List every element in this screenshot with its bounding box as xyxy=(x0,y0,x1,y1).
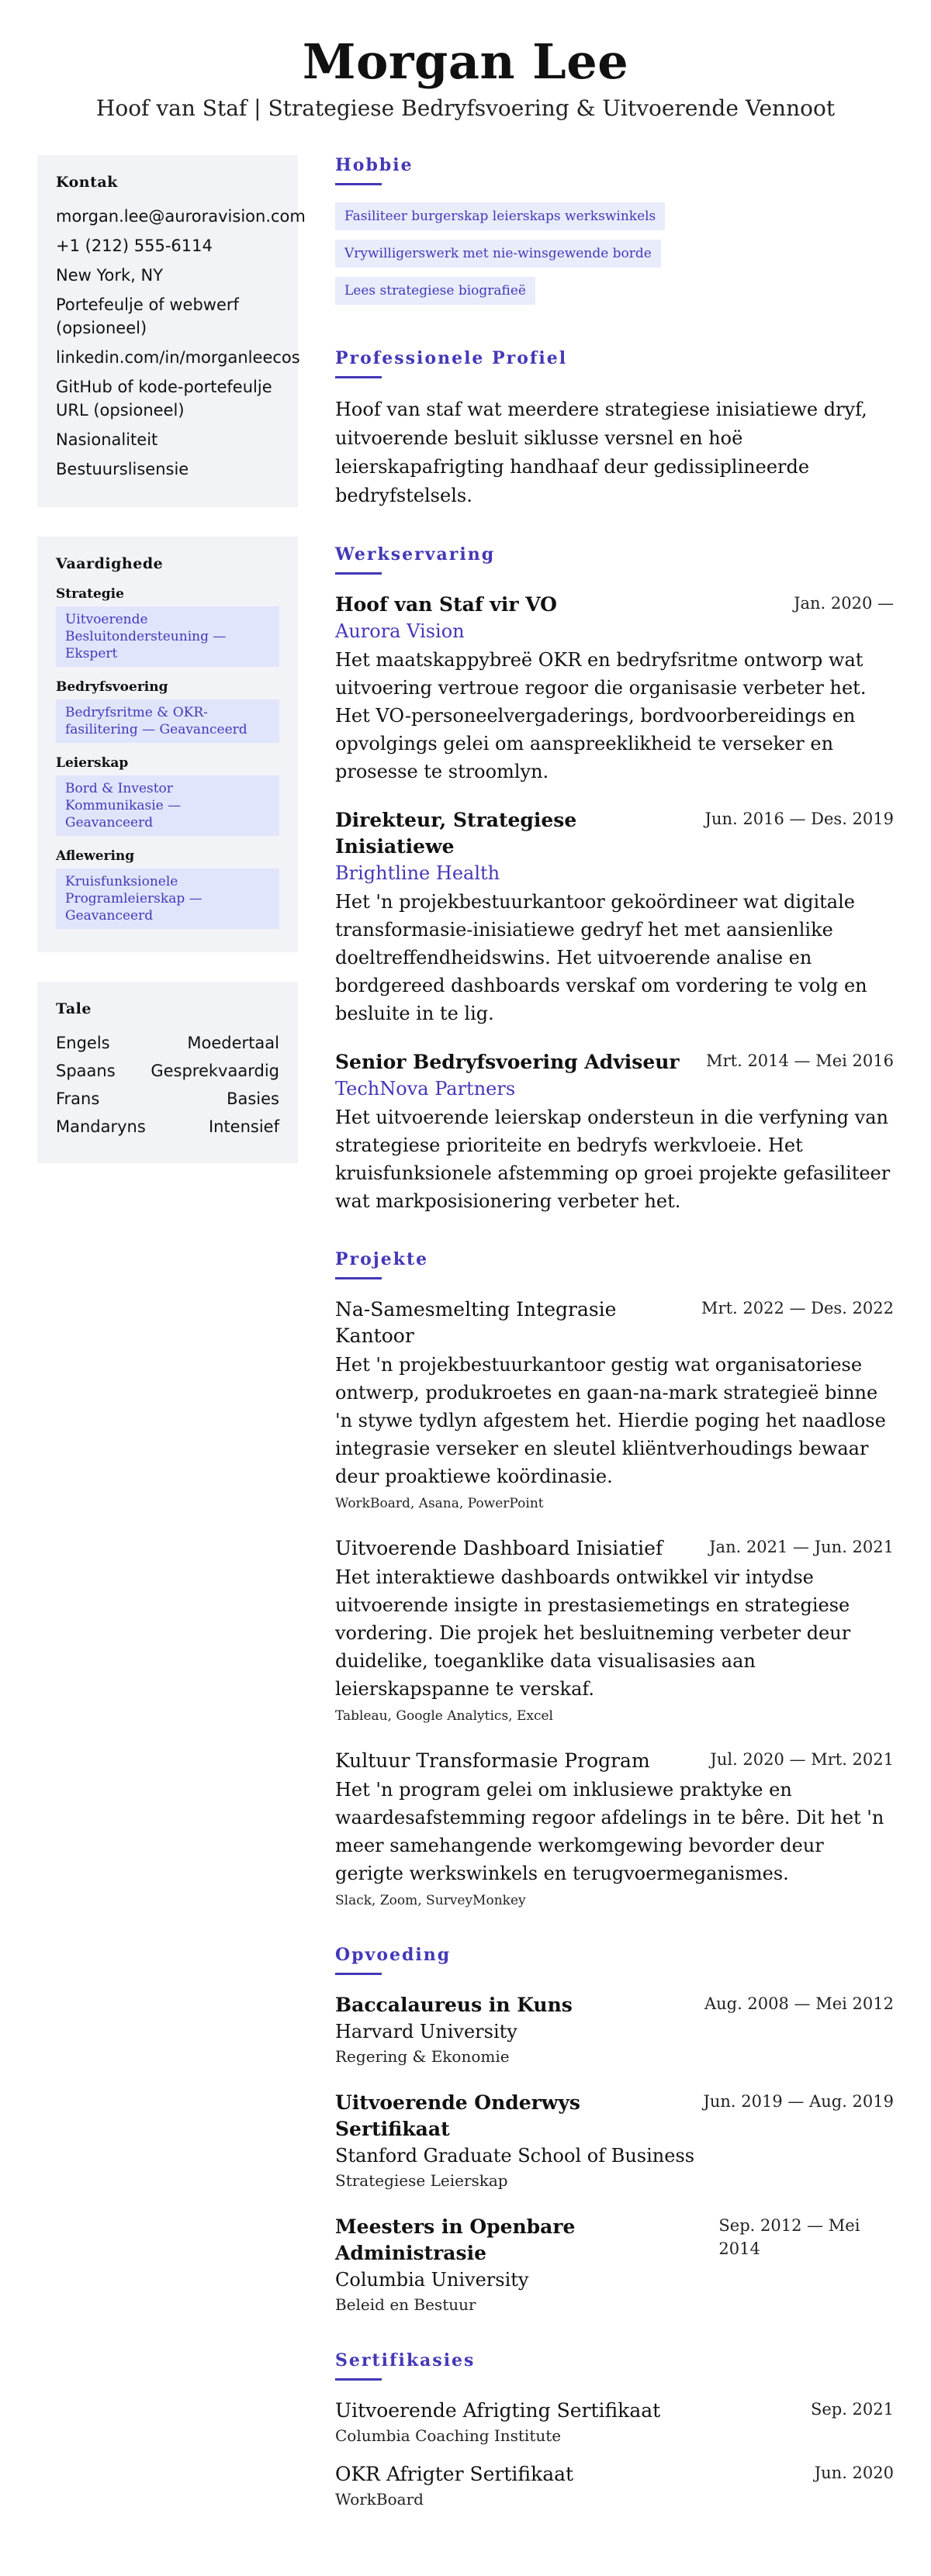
job-description: Het uitvoerende leierskap ondersteun in die verfyning van strategiese prioriteite en bedryfs werkvloeie. Het kruisfunksionele afstemming op groei projekte gefasiliteer wat markposisionering verbeter het. xyxy=(335,1107,891,1212)
contact-linkedin[interactable]: linkedin.com/in/morganleecos xyxy=(56,348,300,367)
education-entry xyxy=(335,2214,894,2316)
skills-card xyxy=(37,537,298,952)
contact-license: Bestuurslisensie xyxy=(56,460,189,478)
skill-category: Strategie xyxy=(56,586,124,602)
experience-entry xyxy=(335,1049,894,1215)
education-dates: Sep. 2012 — Mei 2014 xyxy=(718,2216,860,2258)
skill-category: Leierskap xyxy=(56,755,129,771)
school-name: Columbia University xyxy=(335,2269,529,2291)
project-dates: Jan. 2021 — Jun. 2021 xyxy=(709,1538,894,1556)
contact-email[interactable]: morgan.lee@auroravision.com xyxy=(56,207,306,226)
field-of-study: Beleid en Bestuur xyxy=(335,2295,476,2314)
experience-section xyxy=(335,544,894,1215)
certification-date: Jun. 2020 xyxy=(814,2464,894,2482)
project-description: Het 'n program gelei om inklusiewe praktyke en waardesafstemming regoor afdelings in te bêre. Dit het 'n meer samehangende werkomgewing bevorder deur gerigte werkswinkels en terugvoermeganismes. xyxy=(335,1779,884,1884)
school-name: Harvard University xyxy=(335,2021,517,2042)
language-row xyxy=(56,1059,279,1083)
skill-tag: Kruisfunksionele Programleierskap — Geavanceerd xyxy=(56,868,279,929)
language-level: Basies xyxy=(227,1089,279,1108)
project-name: Kultuur Transformasie Program xyxy=(335,1749,650,1772)
skill-group xyxy=(56,848,279,929)
hobbies-section xyxy=(335,155,894,314)
certification-name: OKR Afrigter Sertifikaat xyxy=(335,2463,574,2485)
company-name: Aurora Vision xyxy=(335,620,465,642)
language-name: Mandaryns xyxy=(56,1117,146,1136)
education-entry xyxy=(335,1992,894,2068)
project-entry xyxy=(335,1535,894,1726)
language-row xyxy=(56,1087,279,1110)
projects-section xyxy=(335,1249,894,1911)
section-title: Projekte xyxy=(335,1249,429,1269)
languages-card xyxy=(37,982,298,1163)
certification-entry xyxy=(335,2461,894,2511)
main-content xyxy=(335,155,894,2545)
hobby-tag: Fasiliteer burgerskap leierskaps werkswinkels xyxy=(335,202,665,230)
section-title: Werkservaring xyxy=(335,544,496,565)
contact-github: GitHub of kode-portefeulje URL (opsioneel) xyxy=(56,378,272,420)
company-name: Brightline Health xyxy=(335,862,500,884)
skill-group xyxy=(56,755,279,836)
section-title: Professionele Profiel xyxy=(335,348,568,368)
field-of-study: Strategiese Leierskap xyxy=(335,2171,508,2190)
job-description: Het 'n projekbestuurkantoor gekoördineer wat digitale transformasie-inisiatiewe gedryf het met aansienlike doeltreffendheidswins. Het uitvoerende analise en bordgereed dashboards verskaf om vordering te volg en besluite in te lig. xyxy=(335,891,867,1024)
project-dates: Mrt. 2022 — Des. 2022 xyxy=(701,1299,894,1317)
sidebar xyxy=(37,155,306,1193)
certification-date: Sep. 2021 xyxy=(810,2400,894,2419)
language-row xyxy=(56,1115,279,1138)
language-level: Intensief xyxy=(208,1117,279,1136)
skill-tag: Bord & Investor Kommunikasie — Geavanceerd xyxy=(56,775,279,836)
degree-title: Uitvoerende Onderwys Sertifikaat xyxy=(335,2091,580,2140)
language-name: Spaans xyxy=(56,1062,116,1080)
hobby-list xyxy=(335,202,894,314)
section-title: Opvoeding xyxy=(335,1945,452,1965)
education-entry xyxy=(335,2090,894,2192)
skill-group xyxy=(56,586,279,667)
certification-issuer: WorkBoard xyxy=(335,2490,424,2509)
project-entry xyxy=(335,1297,894,1514)
project-tools: Slack, Zoom, SurveyMonkey xyxy=(335,1893,526,1908)
project-entry xyxy=(335,1748,894,1911)
contact-phone: +1 (212) 555-6114 xyxy=(56,237,213,255)
job-title: Senior Bedryfsvoering Adviseur xyxy=(335,1051,680,1073)
contact-nationality: Nasionaliteit xyxy=(56,430,158,449)
section-divider xyxy=(335,572,382,575)
skill-group xyxy=(56,679,279,743)
section-divider xyxy=(335,1973,382,1975)
certification-issuer: Columbia Coaching Institute xyxy=(335,2426,562,2445)
job-title: Direkteur, Strategiese Inisiatiewe xyxy=(335,809,577,858)
skill-tag: Uitvoerende Besluitondersteuning — Ekspert xyxy=(56,606,279,667)
section-divider xyxy=(335,183,382,185)
project-name: Na-Samesmelting Integrasie Kantoor xyxy=(335,1298,617,1347)
field-of-study: Regering & Ekonomie xyxy=(335,2047,510,2066)
job-dates: Jan. 2020 — xyxy=(794,594,894,613)
education-dates: Jun. 2019 — Aug. 2019 xyxy=(703,2092,894,2111)
contact-card xyxy=(37,155,306,507)
contact-portfolio: Portefeulje of webwerf (opsioneel) xyxy=(56,295,239,337)
contact-location: New York, NY xyxy=(56,266,164,285)
degree-title: Baccalaureus in Kuns xyxy=(335,1994,573,2016)
skill-category: Bedryfsvoering xyxy=(56,679,168,695)
job-title: Hoof van Staf vir VO xyxy=(335,593,557,616)
skill-tag: Bedryfsritme & OKR-fasilitering — Geavanceerd xyxy=(56,699,279,743)
languages-title: Tale xyxy=(56,1000,92,1017)
education-section xyxy=(335,1945,894,2316)
hobby-tag: Lees strategiese biografieë xyxy=(335,277,535,305)
job-description: Het maatskappybreë OKR en bedryfsritme ontworp wat uitvoering vertroue regoor die organisasie verbeter het. Het VO-personeelvergaderings, bordvoorbereidings en opvolgings gelei om aanspreeklikheid te verseker en prosesse te stroomlyn. xyxy=(335,649,867,782)
job-dates: Mrt. 2014 — Mei 2016 xyxy=(706,1051,894,1070)
project-tools: Tableau, Google Analytics, Excel xyxy=(335,1708,553,1724)
certifications-section xyxy=(335,2350,894,2511)
resume-header xyxy=(0,0,931,123)
certification-name: Uitvoerende Afrigting Sertifikaat xyxy=(335,2399,661,2422)
profile-summary: Hoof van staf wat meerdere strategiese inisiatiewe dryf, uitvoerende besluit siklusse versnel en hoë leierskapafrigting handhaaf deur gedissiplineerde bedryfstelsels. xyxy=(335,399,867,506)
project-description: Het interaktiewe dashboards ontwikkel vir intydse uitvoerende insigte in prestasiemetings en strategiese vordering. Die projek het besluitneming verbeter deur duidelike, toeganklike data visualisasies aan leierskapspanne te verskaf. xyxy=(335,1566,851,1700)
project-name: Uitvoerende Dashboard Inisiatief xyxy=(335,1537,663,1559)
person-name: Morgan Lee xyxy=(302,33,629,90)
section-title: Sertifikasies xyxy=(335,2350,476,2371)
experience-entry xyxy=(335,807,894,1027)
section-divider xyxy=(335,2378,382,2381)
skills-title: Vaardighede xyxy=(56,555,164,572)
language-level: Gesprekvaardig xyxy=(151,1062,279,1080)
hobby-tag: Vrywilligerswerk met nie-winsgewende borde xyxy=(335,240,661,268)
job-dates: Jun. 2016 — Des. 2019 xyxy=(704,810,894,828)
degree-title: Meesters in Openbare Administrasie xyxy=(335,2215,576,2264)
language-name: Frans xyxy=(56,1089,100,1108)
company-name: TechNova Partners xyxy=(335,1078,516,1100)
language-level: Moedertaal xyxy=(187,1034,279,1052)
headline: Hoof van Staf | Strategiese Bedryfsvoering & Uitvoerende Vennoot xyxy=(95,95,836,121)
profile-section xyxy=(335,348,894,510)
education-dates: Aug. 2008 — Mei 2012 xyxy=(704,1994,894,2013)
certification-entry xyxy=(335,2398,894,2447)
project-description: Het 'n projekbestuurkantoor gestig wat organisatoriese ontwerp, produkroetes en gaan-na-mark strategieë binne 'n stywe tydlyn afgestem het. Hierdie poging het naadlose integrasie verseker en sleutel kliëntverhoudings bewaar deur proaktiewe koördinasie. xyxy=(335,1354,886,1487)
experience-entry xyxy=(335,592,894,786)
section-divider xyxy=(335,1277,382,1279)
project-tools: WorkBoard, Asana, PowerPoint xyxy=(335,1496,544,1511)
contact-title: Kontak xyxy=(56,174,118,191)
section-title: Hobbie xyxy=(335,155,414,175)
language-row xyxy=(56,1031,279,1055)
language-name: Engels xyxy=(56,1034,110,1052)
school-name: Stanford Graduate School of Business xyxy=(335,2145,695,2167)
section-divider xyxy=(335,376,382,378)
project-dates: Jul. 2020 — Mrt. 2021 xyxy=(710,1750,894,1769)
skill-category: Aflewering xyxy=(56,848,135,864)
